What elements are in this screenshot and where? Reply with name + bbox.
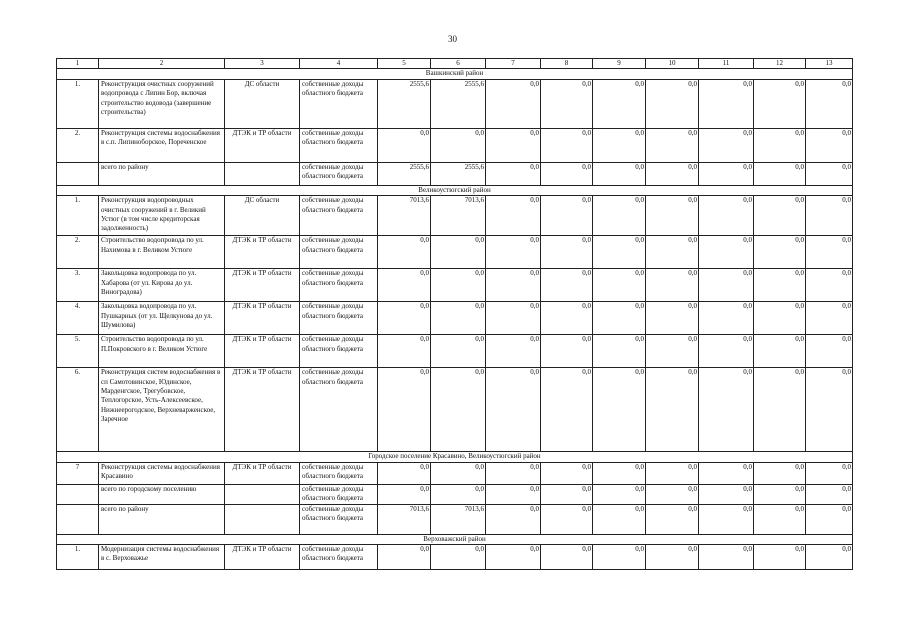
column-header: 6 bbox=[431, 59, 486, 69]
value-cell: 0,0 bbox=[593, 269, 646, 302]
value-cell: 0,0 bbox=[754, 128, 806, 162]
value-cell: 0,0 bbox=[486, 335, 541, 368]
value-cell: 0,0 bbox=[431, 545, 486, 570]
agency-cell: ДС области bbox=[225, 79, 300, 128]
value-cell: 0,0 bbox=[378, 484, 431, 504]
page-number: 30 bbox=[448, 34, 457, 44]
value-cell: 0,0 bbox=[699, 462, 754, 484]
value-cell: 0,0 bbox=[593, 236, 646, 269]
funding-source-cell: собственные доходы областного бюджета bbox=[300, 545, 378, 570]
value-cell: 0,0 bbox=[699, 504, 754, 534]
value-cell: 0,0 bbox=[541, 462, 593, 484]
project-name-cell: Реконструкция системы водоснабжения в с.п. Липиноборское, Пореченское bbox=[99, 128, 225, 162]
project-name-cell: всего по району bbox=[99, 162, 225, 185]
value-cell: 7013,6 bbox=[431, 504, 486, 534]
row-number-cell: 4. bbox=[57, 302, 99, 335]
value-cell: 0,0 bbox=[806, 269, 853, 302]
table-row bbox=[57, 484, 853, 504]
row-number-cell: 1. bbox=[57, 79, 99, 128]
funding-source-cell: собственные доходы областного бюджета bbox=[300, 196, 378, 236]
value-cell: 0,0 bbox=[699, 545, 754, 570]
value-cell: 0,0 bbox=[646, 545, 699, 570]
agency-cell: ДТЭК и ТР области bbox=[225, 269, 300, 302]
value-cell: 0,0 bbox=[378, 128, 431, 162]
project-name-cell: всего по городскому поселению bbox=[99, 484, 225, 504]
row-number-cell: 2. bbox=[57, 128, 99, 162]
value-cell: 0,0 bbox=[378, 269, 431, 302]
value-cell: 0,0 bbox=[754, 462, 806, 484]
value-cell: 0,0 bbox=[646, 236, 699, 269]
funding-source-cell: собственные доходы областного бюджета bbox=[300, 368, 378, 452]
row-number-cell: 1. bbox=[57, 196, 99, 236]
value-cell: 0,0 bbox=[646, 335, 699, 368]
column-header: 5 bbox=[378, 59, 431, 69]
value-cell: 0,0 bbox=[486, 128, 541, 162]
funding-table bbox=[56, 58, 853, 570]
funding-source-cell: собственные доходы областного бюджета bbox=[300, 302, 378, 335]
value-cell: 0,0 bbox=[806, 368, 853, 452]
value-cell: 0,0 bbox=[431, 236, 486, 269]
table-row bbox=[57, 162, 853, 185]
value-cell: 0,0 bbox=[806, 302, 853, 335]
value-cell: 0,0 bbox=[806, 236, 853, 269]
value-cell: 0,0 bbox=[646, 484, 699, 504]
value-cell: 0,0 bbox=[541, 368, 593, 452]
value-cell: 7013,6 bbox=[378, 196, 431, 236]
value-cell: 0,0 bbox=[593, 545, 646, 570]
value-cell: 0,0 bbox=[431, 269, 486, 302]
value-cell: 0,0 bbox=[699, 236, 754, 269]
value-cell: 0,0 bbox=[699, 162, 754, 185]
table-row bbox=[57, 368, 853, 452]
value-cell: 0,0 bbox=[593, 128, 646, 162]
funding-source-cell: собственные доходы областного бюджета bbox=[300, 162, 378, 185]
value-cell: 7013,6 bbox=[378, 504, 431, 534]
row-number-cell bbox=[57, 484, 99, 504]
value-cell: 0,0 bbox=[754, 504, 806, 534]
value-cell: 0,0 bbox=[754, 79, 806, 128]
section-title: Верховажский район bbox=[57, 534, 853, 544]
project-name-cell: Закольцовка водопровода по ул. Пушкарных (от ул. Щелкунова до ул. Шумилова) bbox=[99, 302, 225, 335]
value-cell: 0,0 bbox=[541, 196, 593, 236]
value-cell: 0,0 bbox=[486, 269, 541, 302]
value-cell: 0,0 bbox=[646, 504, 699, 534]
value-cell: 0,0 bbox=[646, 269, 699, 302]
value-cell: 0,0 bbox=[754, 269, 806, 302]
project-name-cell: Реконструкция очистных сооружений водопровода с Липин Бор, включая строительство водовода (завершение строительства) bbox=[99, 79, 225, 128]
agency-cell bbox=[225, 484, 300, 504]
value-cell: 0,0 bbox=[646, 368, 699, 452]
agency-cell: ДТЭК и ТР области bbox=[225, 545, 300, 570]
table-body bbox=[57, 59, 853, 570]
value-cell: 0,0 bbox=[541, 545, 593, 570]
agency-cell: ДТЭК и ТР области bbox=[225, 302, 300, 335]
value-cell: 0,0 bbox=[646, 196, 699, 236]
value-cell: 0,0 bbox=[754, 162, 806, 185]
value-cell: 0,0 bbox=[541, 504, 593, 534]
value-cell: 0,0 bbox=[431, 484, 486, 504]
value-cell: 0,0 bbox=[806, 462, 853, 484]
value-cell: 0,0 bbox=[699, 128, 754, 162]
value-cell: 0,0 bbox=[431, 128, 486, 162]
row-number-cell bbox=[57, 162, 99, 185]
value-cell: 0,0 bbox=[754, 484, 806, 504]
value-cell: 2555,6 bbox=[431, 79, 486, 128]
table-row bbox=[57, 462, 853, 484]
value-cell: 0,0 bbox=[806, 335, 853, 368]
value-cell: 0,0 bbox=[806, 196, 853, 236]
funding-source-cell: собственные доходы областного бюджета bbox=[300, 128, 378, 162]
value-cell: 0,0 bbox=[541, 128, 593, 162]
value-cell: 0,0 bbox=[806, 79, 853, 128]
section-title: Вашкинский район bbox=[57, 69, 853, 79]
value-cell: 0,0 bbox=[378, 545, 431, 570]
value-cell: 0,0 bbox=[541, 335, 593, 368]
value-cell: 0,0 bbox=[541, 236, 593, 269]
value-cell: 7013,6 bbox=[431, 196, 486, 236]
section-header-row bbox=[57, 185, 853, 195]
value-cell: 0,0 bbox=[754, 196, 806, 236]
agency-cell bbox=[225, 504, 300, 534]
value-cell: 0,0 bbox=[699, 79, 754, 128]
row-number-cell: 1. bbox=[57, 545, 99, 570]
table-row bbox=[57, 236, 853, 269]
value-cell: 0,0 bbox=[646, 162, 699, 185]
value-cell: 0,0 bbox=[431, 335, 486, 368]
column-header: 13 bbox=[806, 59, 853, 69]
value-cell: 0,0 bbox=[541, 302, 593, 335]
value-cell: 0,0 bbox=[593, 302, 646, 335]
value-cell: 0,0 bbox=[754, 545, 806, 570]
value-cell: 0,0 bbox=[754, 302, 806, 335]
agency-cell: ДС области bbox=[225, 196, 300, 236]
project-name-cell: Реконструкция систем водоснабжения в сп Самотовинское, Юдинское, Марденгское, Трегубовское, Теплогорское, Усть-Алексеевское, Нижнеерогодское, Верхневарженское, Заречное bbox=[99, 368, 225, 452]
value-cell: 0,0 bbox=[699, 368, 754, 452]
value-cell: 0,0 bbox=[486, 162, 541, 185]
funding-source-cell: собственные доходы областного бюджета bbox=[300, 484, 378, 504]
value-cell: 0,0 bbox=[541, 484, 593, 504]
project-name-cell: Модернизация системы водоснабжения в с. Верховажье bbox=[99, 545, 225, 570]
funding-source-cell: собственные доходы областного бюджета bbox=[300, 269, 378, 302]
value-cell: 0,0 bbox=[699, 335, 754, 368]
value-cell: 0,0 bbox=[541, 79, 593, 128]
column-header: 12 bbox=[754, 59, 806, 69]
value-cell: 0,0 bbox=[806, 128, 853, 162]
agency-cell bbox=[225, 162, 300, 185]
table-row bbox=[57, 545, 853, 570]
column-header: 2 bbox=[99, 59, 225, 69]
table-row bbox=[57, 79, 853, 128]
value-cell: 0,0 bbox=[593, 484, 646, 504]
row-number-cell: 6. bbox=[57, 368, 99, 452]
value-cell: 0,0 bbox=[754, 236, 806, 269]
value-cell: 0,0 bbox=[593, 162, 646, 185]
value-cell: 0,0 bbox=[378, 335, 431, 368]
table-row bbox=[57, 196, 853, 236]
value-cell: 2555,6 bbox=[431, 162, 486, 185]
table-row bbox=[57, 269, 853, 302]
column-header: 7 bbox=[486, 59, 541, 69]
column-header: 1 bbox=[57, 59, 99, 69]
value-cell: 0,0 bbox=[486, 368, 541, 452]
value-cell: 0,0 bbox=[593, 335, 646, 368]
column-header: 4 bbox=[300, 59, 378, 69]
value-cell: 0,0 bbox=[593, 462, 646, 484]
project-name-cell: всего по району bbox=[99, 504, 225, 534]
project-name-cell: Закольцовка водопровода по ул. Хабарова (от ул. Кирова до ул. Виноградова) bbox=[99, 269, 225, 302]
agency-cell: ДТЭК и ТР области bbox=[225, 128, 300, 162]
value-cell: 0,0 bbox=[431, 462, 486, 484]
column-number-row bbox=[57, 59, 853, 69]
value-cell: 0,0 bbox=[806, 545, 853, 570]
project-name-cell: Строительство водопровода по ул. Нахимова в г. Великом Устюге bbox=[99, 236, 225, 269]
value-cell: 0,0 bbox=[754, 335, 806, 368]
value-cell: 0,0 bbox=[486, 545, 541, 570]
project-name-cell: Строительство водопровода по ул. П.Покровского в г. Великом Устюге bbox=[99, 335, 225, 368]
value-cell: 0,0 bbox=[378, 236, 431, 269]
row-number-cell: 2. bbox=[57, 236, 99, 269]
row-number-cell bbox=[57, 504, 99, 534]
value-cell: 0,0 bbox=[431, 368, 486, 452]
value-cell: 0,0 bbox=[806, 484, 853, 504]
value-cell: 0,0 bbox=[646, 79, 699, 128]
column-header: 11 bbox=[699, 59, 754, 69]
value-cell: 0,0 bbox=[593, 196, 646, 236]
value-cell: 0,0 bbox=[646, 302, 699, 335]
row-number-cell: 5. bbox=[57, 335, 99, 368]
value-cell: 2555,6 bbox=[378, 162, 431, 185]
value-cell: 2555,6 bbox=[378, 79, 431, 128]
column-header: 10 bbox=[646, 59, 699, 69]
project-name-cell: Реконструкция системы водоснабжения Красавино bbox=[99, 462, 225, 484]
funding-source-cell: собственные доходы областного бюджета bbox=[300, 504, 378, 534]
section-title: Великоустюгский район bbox=[57, 185, 853, 195]
funding-source-cell: собственные доходы областного бюджета bbox=[300, 335, 378, 368]
column-header: 9 bbox=[593, 59, 646, 69]
column-header: 8 bbox=[541, 59, 593, 69]
value-cell: 0,0 bbox=[699, 269, 754, 302]
value-cell: 0,0 bbox=[699, 196, 754, 236]
row-number-cell: 7 bbox=[57, 462, 99, 484]
value-cell: 0,0 bbox=[486, 302, 541, 335]
project-name-cell: Реконструкция водопроводных очистных сооружений в г. Великий Устюг (в том числе кредиторская задолженность) bbox=[99, 196, 225, 236]
value-cell: 0,0 bbox=[699, 302, 754, 335]
value-cell: 0,0 bbox=[378, 462, 431, 484]
value-cell: 0,0 bbox=[541, 162, 593, 185]
section-header-row bbox=[57, 534, 853, 544]
agency-cell: ДТЭК и ТР области bbox=[225, 335, 300, 368]
table-row bbox=[57, 504, 853, 534]
table-row bbox=[57, 302, 853, 335]
agency-cell: ДТЭК и ТР области bbox=[225, 236, 300, 269]
value-cell: 0,0 bbox=[486, 484, 541, 504]
agency-cell: ДТЭК и ТР области bbox=[225, 462, 300, 484]
value-cell: 0,0 bbox=[378, 368, 431, 452]
value-cell: 0,0 bbox=[593, 79, 646, 128]
section-header-row bbox=[57, 452, 853, 462]
funding-source-cell: собственные доходы областного бюджета bbox=[300, 79, 378, 128]
agency-cell: ДТЭК и ТР области bbox=[225, 368, 300, 452]
column-header: 3 bbox=[225, 59, 300, 69]
value-cell: 0,0 bbox=[646, 462, 699, 484]
value-cell: 0,0 bbox=[431, 302, 486, 335]
value-cell: 0,0 bbox=[699, 484, 754, 504]
value-cell: 0,0 bbox=[486, 504, 541, 534]
value-cell: 0,0 bbox=[486, 236, 541, 269]
table-row bbox=[57, 128, 853, 162]
value-cell: 0,0 bbox=[486, 196, 541, 236]
section-title: Городское поселение Красавино, Великоустюгский район bbox=[57, 452, 853, 462]
value-cell: 0,0 bbox=[486, 462, 541, 484]
value-cell: 0,0 bbox=[806, 504, 853, 534]
value-cell: 0,0 bbox=[486, 79, 541, 128]
value-cell: 0,0 bbox=[646, 128, 699, 162]
section-header-row bbox=[57, 69, 853, 79]
table-row bbox=[57, 335, 853, 368]
funding-source-cell: собственные доходы областного бюджета bbox=[300, 236, 378, 269]
value-cell: 0,0 bbox=[378, 302, 431, 335]
row-number-cell: 3. bbox=[57, 269, 99, 302]
value-cell: 0,0 bbox=[806, 162, 853, 185]
funding-source-cell: собственные доходы областного бюджета bbox=[300, 462, 378, 484]
value-cell: 0,0 bbox=[754, 368, 806, 452]
value-cell: 0,0 bbox=[593, 368, 646, 452]
value-cell: 0,0 bbox=[541, 269, 593, 302]
value-cell: 0,0 bbox=[593, 504, 646, 534]
